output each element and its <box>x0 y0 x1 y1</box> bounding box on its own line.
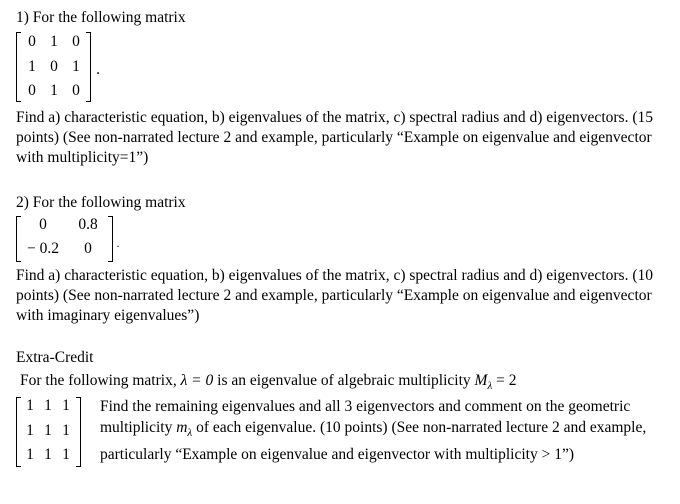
right-bracket <box>76 397 81 467</box>
right-bracket <box>108 216 113 262</box>
left-bracket <box>16 216 21 262</box>
algebraic-multiplicity-symbol: M <box>474 372 488 389</box>
matrix-cell: 1 <box>62 422 70 439</box>
matrix-cell: 1 <box>26 446 34 463</box>
matrix-cell: 0 <box>28 82 36 99</box>
matrix-cell: 1 <box>62 446 70 463</box>
matrix-suffix: . <box>96 61 100 78</box>
matrix-cell: 1 <box>50 33 58 50</box>
left-bracket <box>16 397 21 467</box>
geometric-multiplicity-subscript: λ <box>187 427 193 440</box>
matrix-cell: 1 <box>72 58 80 75</box>
q1-heading: 1) For the following matrix <box>16 9 186 26</box>
matrix-cell: 0 <box>39 216 47 233</box>
matrix-cell: 1 <box>44 422 52 439</box>
matrix-cell: − 0.2 <box>27 240 59 257</box>
matrix-suffix: . <box>116 236 120 250</box>
extra-matrix <box>16 393 96 469</box>
matrix-cell: 0 <box>72 82 80 99</box>
q1-body: Find a) characteristic equation, b) eigenvalues of the matrix, c) spectral radius and d) eigenvectors. (15 points) (See non-narrated lecture 2 and example, particularly “Example on eigenvalue and eigenvector with multiplicity=1”) <box>16 109 653 166</box>
extra-body <box>100 396 670 465</box>
geometric-multiplicity-symbol: m <box>176 419 188 436</box>
q2-body: Find a) characteristic equation, b) eigenvalues of the matrix, c) spectral radius and d) eigenvectors. (10 points) (See non-narrated lecture 2 and example, particularly “Example on eigenvalue and eigenvector with imaginary eigenvalues”) <box>16 267 653 324</box>
algebraic-multiplicity-subscript: λ <box>487 380 493 393</box>
matrix-cell: 1 <box>50 82 58 99</box>
right-bracket <box>86 32 91 102</box>
matrix-cell: 0 <box>72 33 80 50</box>
extra-body-part-2: of each eigenvalue. (10 points) (See non-narrated lecture 2 and example, particularly “Example on eigenvalue and eigenvector with multiplicity > 1”) <box>100 419 647 464</box>
q2-heading: 2) For the following matrix <box>16 194 186 211</box>
matrix-cell: 1 <box>26 397 34 414</box>
algebraic-multiplicity-value: = 2 <box>492 372 517 389</box>
q1-matrix <box>16 30 106 104</box>
extra-body-part-1: Find the remaining eigenvalues and all 3 eigenvectors and comment on the geometric multiplicity <box>100 398 631 436</box>
matrix-cell: 0.8 <box>78 216 98 233</box>
left-bracket <box>16 32 21 102</box>
matrix-cell: 1 <box>28 58 36 75</box>
matrix-cell: 1 <box>62 397 70 414</box>
extra-intro-middle: is an eigenvalue of algebraic multiplicity <box>213 372 475 389</box>
lambda-equation: λ = 0 <box>180 372 214 389</box>
extra-intro-prefix: For the following matrix, <box>20 372 181 389</box>
matrix-cell: 1 <box>26 422 34 439</box>
matrix-cell: 1 <box>44 446 52 463</box>
matrix-cell: 0 <box>28 33 36 50</box>
matrix-cell: 0 <box>84 240 92 257</box>
q2-matrix <box>16 213 126 263</box>
matrix-cell: 1 <box>44 397 52 414</box>
extra-heading: Extra-Credit <box>16 349 94 366</box>
matrix-cell: 0 <box>50 58 58 75</box>
